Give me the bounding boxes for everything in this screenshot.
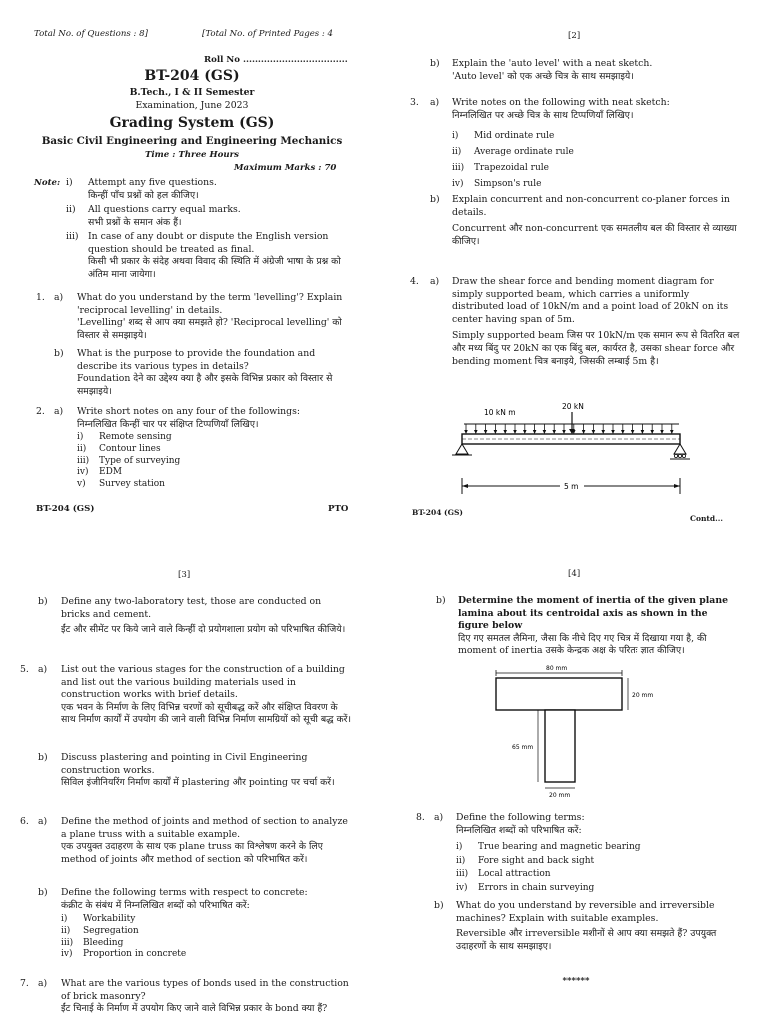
q3b: Explain concurrent and non-concurrent co-planer forces in details. Concurrent और non-concurrent एक समतलीय बल की विस्तार से व्याख्या कीजिए।	[452, 194, 737, 247]
list-item: ii) Average ordinate rule	[452, 147, 574, 157]
list-item: v) Survey station	[77, 479, 165, 490]
q6-list	[61, 914, 186, 961]
q5b: Discuss plastering and pointing in Civil Engineering construction works. सिविल इंजीनियरिंग निर्माण कार्यों में plastering और pointing पर चर्चा करें।	[61, 752, 335, 789]
list-item: i) Workability	[61, 914, 136, 924]
footer-contd: Contd...	[690, 514, 723, 523]
list-item: iii) Local attraction	[456, 869, 551, 879]
footer-pto: PTO	[328, 504, 349, 514]
q4-num: 4.	[410, 276, 419, 287]
right-support	[674, 444, 686, 454]
list-item: i) Mid ordinate rule	[452, 131, 555, 141]
q2a-label: a)	[54, 406, 64, 417]
roll-no: Roll No ...................................	[204, 55, 348, 65]
total-questions: Total No. of Questions : 8]	[34, 29, 148, 39]
q4a: Draw the shear force and bending moment diagram for simply supported beam, which carries a uniformly distributed load of 10kN/m and a point load of 20kN on its center having span of 5m. Simply supported beam जिस पर 10kN/m एक समान रूप से वितरित बल और मध्य बिंदु पर 20kN का एक बिंदु बल, कार्यरत है, उसका shear force और bending moment चित्र बनाइये, जिसकी लम्बाई 5m है।	[452, 276, 740, 367]
roller	[678, 454, 681, 457]
page-1	[0, 0, 384, 512]
q2b-label: b)	[430, 58, 440, 69]
list-item: i) True bearing and magnetic bearing	[456, 842, 641, 852]
list-item: iii) Bleeding	[61, 937, 124, 948]
exam: Examination, June 2023	[135, 100, 249, 111]
q3a-label: a)	[430, 97, 440, 108]
point-load-label: 20 kN	[562, 402, 584, 411]
list-item: iv) Proportion in concrete	[61, 949, 187, 960]
q2-num: 2.	[36, 406, 45, 417]
page-2	[384, 0, 768, 523]
list-item: i) Remote sensing	[77, 432, 172, 442]
q7-num: 7.	[20, 978, 29, 989]
q3-list	[452, 128, 574, 192]
max-marks: Maximum Marks : 70	[234, 163, 337, 173]
q2b: Explain the 'auto level' with a neat sketch. 'Auto level' को एक अच्छे चित्र के साथ समझाइये।	[452, 58, 653, 82]
q6b-label: b)	[38, 887, 48, 898]
q5b-label: b)	[38, 752, 48, 763]
flange	[496, 678, 622, 710]
note-2: All questions carry equal marks. सभी प्रश्नों के समान अंक हैं।	[88, 204, 241, 228]
web	[545, 710, 575, 782]
q8-num: 8.	[416, 812, 425, 823]
q7b: Determine the moment of inertia of the given plane lamina about its centroidal axis as shown in the figure below दिए गए समतल लैमिना, जैसा कि नीचे दिए गए चित्र में दिखाया गया है, की moment of inertia उसके केन्द्रक अक्ष के परितः ज्ञात कीजिए।	[458, 595, 728, 657]
span-label: 5 m	[564, 482, 579, 491]
list-item: iii) Trapezoidal rule	[452, 163, 549, 173]
q1a-label: a)	[54, 292, 64, 303]
udl-arrows	[464, 424, 673, 434]
list-item: iv) EDM	[77, 467, 123, 478]
q1b: What is the purpose to provide the foundation and describe its various types in details? Foundation देने का उद्देश्य क्या है और इसके विभिन्न प्रकार को विस्तार से समझाइये।	[77, 348, 333, 397]
q4b: Define any two-laboratory test, those are conducted on bricks and cement. ईंट और सीमेंट पर किये जाने वाले किन्हीं दो प्रयोगशाला प्रयोग को परिभाषित कीजिये।	[61, 596, 346, 636]
list-item: iv) Simpson's rule	[452, 179, 542, 189]
t-section-figure	[482, 660, 682, 800]
q6a: Define the method of joints and method of section to analyze a plane truss with a suitable example. एक उपयुक्त उदाहरण के साथ एक plane truss का विश्लेषण करने के लिए method of joints और method of section को परिभाषित करें।	[61, 816, 348, 865]
footer-code: BT-204 (GS)	[412, 508, 463, 517]
q5a-label: a)	[38, 664, 48, 675]
q7a: What are the various types of bonds used in the construction of brick masonry? ईंट चिनाई के निर्माण में उपयोग किए जाने वाले विभिन्न प्रकार के bond क्या हैं?	[61, 978, 349, 1015]
subject: Basic Civil Engineering and Engineering Mechanics	[41, 135, 343, 147]
page-number: [4]	[568, 569, 581, 579]
web-height-label: 65 mm	[512, 744, 534, 751]
q6a-label: a)	[38, 816, 48, 827]
note-1: Attempt any five questions. किन्हीं पाँच प्रश्नों को हल कीजिए।	[88, 177, 217, 201]
paper-code: BT-204 (GS)	[144, 68, 240, 84]
q7b-label: b)	[436, 595, 446, 606]
grading-system: Grading System (GS)	[109, 115, 275, 131]
course: B.Tech., I & II Semester	[129, 87, 255, 98]
q8b: What do you understand by reversible and irreversible machines? Explain with suitable examples. Reversible और irreversible मशीनों से आप क्या समझते हैं? उपयुक्त उदाहरणों के साथ समझाइए।	[456, 900, 717, 952]
roller	[682, 454, 685, 457]
list-item: ii) Contour lines	[77, 443, 161, 454]
q2-list	[77, 432, 180, 491]
page-3	[0, 512, 384, 1024]
q1b-label: b)	[54, 348, 64, 359]
q5-num: 5.	[20, 664, 29, 675]
list-item: ii) Fore sight and back sight	[456, 855, 595, 866]
q8a: Define the following terms: निम्नलिखित शब्दों को परिभाषित करें:	[456, 812, 585, 836]
note-2-num: ii)	[66, 204, 76, 215]
span-arrow-left	[462, 484, 468, 488]
q8-list	[456, 841, 641, 895]
span-arrow-right	[674, 484, 680, 488]
udl-label: 10 kN m	[484, 408, 516, 417]
time: Time : Three Hours	[145, 150, 239, 160]
q6b: Define the following terms with respect to concrete: कंक्रीट के संबंध में निम्नलिखित शब्दों को परिभाषित करें:	[61, 887, 308, 911]
q8a-label: a)	[434, 812, 444, 823]
q1a: What do you understand by the term 'levelling'? Explain 'reciprocal levelling' in details. 'Levelling' शब्द से आप क्या समझते हो? 'Reciprocal levelling' को विस्तार से समझाइये।	[77, 292, 343, 341]
total-pages: [Total No. of Printed Pages : 4	[202, 29, 334, 39]
top-width-label: 80 mm	[546, 665, 568, 672]
note-3-num: iii)	[66, 231, 79, 242]
page-4	[384, 512, 768, 1024]
footer-code: BT-204 (GS)	[36, 504, 95, 514]
note-label: Note:	[34, 178, 61, 188]
q2a: Write short notes on any four of the followings: निम्नलिखित किन्हीं चार पर संक्षिप्त टिप्पणियाँ लिखिए।	[77, 406, 301, 430]
list-item: iii) Type of surveying	[77, 455, 181, 466]
q4b-label: b)	[38, 596, 48, 607]
list-item: iv) Errors in chain surveying	[456, 882, 595, 893]
left-support	[456, 444, 468, 454]
q3-num: 3.	[410, 97, 419, 108]
roller	[674, 454, 677, 457]
q8b-label: b)	[434, 900, 444, 911]
q4a-label: a)	[430, 276, 440, 287]
page-number: [2]	[568, 31, 581, 41]
note-3: In case of any doubt or dispute the English version question should be treated as final. किसी भी प्रकार के संदेह अथवा विवाद की स्थिति में अंग्रेजी भाषा के प्रश्न को अंतिम माना जायेगा।	[88, 231, 341, 280]
q7a-label: a)	[38, 978, 48, 989]
flange-thickness-label: 20 mm	[632, 692, 654, 699]
q3a: Write notes on the following with neat sketch: निम्नलिखित पर अच्छे चित्र के साथ टिप्पणियाँ लिखिए।	[452, 97, 670, 121]
end-marker: ******	[562, 976, 590, 986]
q5a: List out the various stages for the construction of a building and list out the various building materials used in construction works with brief details. एक भवन के निर्माण के लिए विभिन्न चरणों को सूचीबद्ध करें और संक्षिप्त विवरण के साथ निर्माण कार्यों में उपयोग की जाने वाली विभिन्न निर्माण सामग्रियों को सूची बद्ध करें।	[61, 664, 352, 726]
q1-num: 1.	[36, 292, 45, 303]
q3b-label: b)	[430, 194, 440, 205]
q6-num: 6.	[20, 816, 29, 827]
page-number: [3]	[178, 570, 191, 580]
beam-figure	[444, 398, 694, 498]
list-item: ii) Segregation	[61, 925, 139, 936]
web-width-label: 20 mm	[549, 792, 571, 799]
note-1-num: i)	[66, 177, 73, 188]
